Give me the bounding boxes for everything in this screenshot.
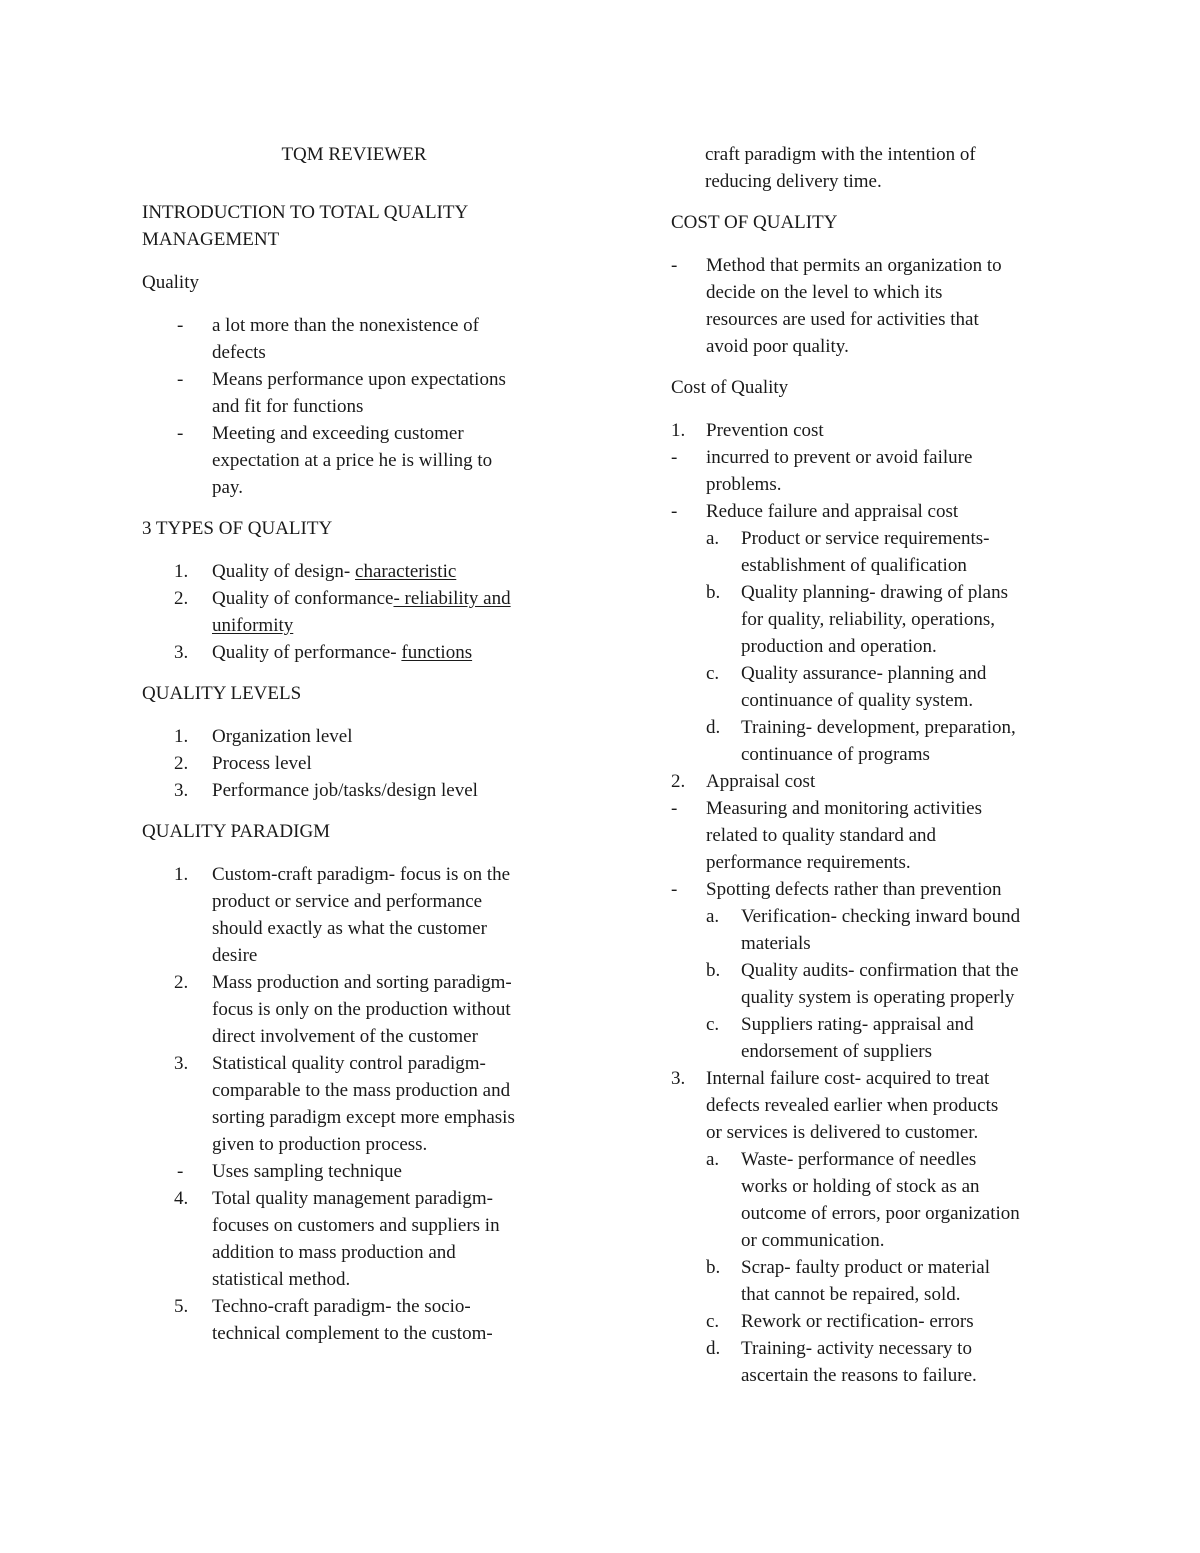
list-item: - a lot more than the nonexistence of defects (142, 312, 572, 366)
coq-label: Cost of Quality (671, 377, 789, 398)
dash-marker: - (177, 423, 184, 444)
list-item-line: Product or service requirements- (741, 528, 990, 549)
list-item: 1. Custom-craft paradigm- focus is on the product or service and performance should exactly as what the customer desire (142, 861, 572, 969)
list-number: 5. (174, 1296, 189, 1317)
list-item: 1. Quality of design- characteristic (142, 558, 572, 585)
list-item: 3. Performance job/tasks/design level (142, 777, 572, 804)
list-item (671, 579, 1071, 660)
list-item-line: Training- activity necessary to (741, 1338, 972, 1359)
list-item (671, 498, 1071, 525)
list-number: a. (706, 1149, 720, 1170)
list-item-line: for quality, reliability, operations, (741, 609, 995, 630)
list-item-line: Verification- checking inward bound (741, 906, 1021, 927)
list-item-line: Prevention cost (706, 420, 824, 441)
list-item (671, 795, 1071, 876)
coq-heading: COST OF QUALITY (671, 212, 838, 233)
dash-marker: - (671, 798, 678, 819)
list-item: 5. Techno-craft paradigm- the socio- technical complement to the custom- (142, 1293, 572, 1347)
coq-definition (671, 252, 1071, 360)
list-number: b. (706, 960, 721, 981)
list-item-line: Reduce failure and appraisal cost (706, 501, 959, 522)
dash-marker: - (177, 315, 184, 336)
list-item-line: production and operation. (741, 636, 937, 657)
levels-list (142, 723, 572, 804)
paradigm-continuation: craft paradigm with the intention of reducing delivery time. (705, 144, 976, 192)
dash-marker: - (671, 501, 678, 522)
list-item-line: Waste- performance of needles (741, 1149, 977, 1170)
list-item: 1. Organization level (142, 723, 572, 750)
paradigm-list (142, 861, 572, 1347)
list-item-line: Scrap- faulty product or material (741, 1257, 991, 1278)
list-item-line: materials (741, 933, 811, 954)
list-item (671, 957, 1071, 1011)
list-item-line: related to quality standard and (706, 825, 937, 846)
list-number: 3. (174, 1053, 189, 1074)
list-number: d. (706, 717, 721, 738)
quality-definition-list (142, 312, 572, 501)
list-item-line: Rework or rectification- errors (741, 1311, 974, 1332)
intro-heading-line-1: INTRODUCTION TO TOTAL QUALITY (142, 202, 469, 223)
list-item (671, 768, 1071, 795)
dash-marker: - (671, 255, 678, 276)
list-item-line: Appraisal cost (706, 771, 816, 792)
levels-heading: QUALITY LEVELS (142, 683, 302, 704)
list-number: 1. (174, 864, 189, 885)
list-number: 1. (174, 561, 189, 582)
list-item (671, 1065, 1071, 1146)
list-item (671, 417, 1071, 444)
list-item (671, 444, 1071, 498)
list-item-line: establishment of qualification (741, 555, 967, 576)
list-number: 3. (671, 1068, 686, 1089)
list-number: 4. (174, 1188, 189, 1209)
list-item-line: Internal failure cost- acquired to treat (706, 1068, 990, 1089)
list-item-line: outcome of errors, poor organization (741, 1203, 1020, 1224)
list-number: d. (706, 1338, 721, 1359)
list-item-line: ascertain the reasons to failure. (741, 1365, 977, 1386)
intro-heading-line-2: MANAGEMENT (142, 229, 280, 250)
list-item: 2. Process level (142, 750, 572, 777)
list-number: 2. (671, 771, 686, 792)
quality-label: Quality (142, 272, 199, 293)
intro-heading (142, 199, 572, 253)
list-item (671, 660, 1071, 714)
list-number: 2. (174, 972, 189, 993)
list-item-line: continuance of programs (741, 744, 930, 765)
list-item-line: or communication. (741, 1230, 885, 1251)
list-item-line: that cannot be repaired, sold. (741, 1284, 961, 1305)
list-item-line: or services is delivered to customer. (706, 1122, 979, 1143)
list-item-line: quality system is operating properly (741, 987, 1015, 1008)
list-item-line: Spotting defects rather than prevention (706, 879, 1002, 900)
coq-list (671, 417, 1071, 1389)
dash-marker: - (177, 369, 184, 390)
list-item-line: Measuring and monitoring activities (706, 798, 982, 819)
list-item (671, 1335, 1071, 1389)
list-item: 2. Quality of conformance- reliability and uniformity (142, 585, 572, 639)
list-item: 3. Quality of performance- functions (142, 639, 572, 666)
list-item-line: performance requirements. (706, 852, 911, 873)
list-item-line: continuance of quality system. (741, 690, 974, 711)
list-item (671, 903, 1071, 957)
list-item-line: Training- development, preparation, (741, 717, 1016, 738)
list-number: 2. (174, 753, 189, 774)
list-item: - Meeting and exceeding customer expectation at a price he is willing to pay. (142, 420, 572, 501)
list-item-line: Suppliers rating- appraisal and (741, 1014, 974, 1035)
document-title: TQM REVIEWER (281, 144, 427, 165)
list-number: 1. (671, 420, 686, 441)
list-item (671, 1308, 1071, 1335)
list-number: c. (706, 663, 720, 684)
list-item: 4. Total quality management paradigm- focuses on customers and suppliers in addition to mass production and statistical method. (142, 1185, 572, 1293)
list-item-line: Quality audits- confirmation that the (741, 960, 1019, 981)
list-item (671, 1146, 1071, 1254)
list-item-line: endorsement of suppliers (741, 1041, 933, 1062)
list-item-line: works or holding of stock as an (741, 1176, 980, 1197)
list-item: 3. Statistical quality control paradigm- comparable to the mass production and sorting paradigm except more emphasis given to production process. (142, 1050, 572, 1158)
list-number: b. (706, 582, 721, 603)
list-number: 1. (174, 726, 189, 747)
list-item (671, 1254, 1071, 1308)
list-item-line: problems. (706, 474, 782, 495)
list-item (671, 876, 1071, 903)
dash-marker: - (671, 879, 678, 900)
list-number: 2. (174, 588, 189, 609)
list-item (671, 1011, 1071, 1065)
list-number: 3. (174, 780, 189, 801)
list-number: c. (706, 1311, 720, 1332)
list-number: b. (706, 1257, 721, 1278)
types-heading: 3 TYPES OF QUALITY (142, 518, 333, 539)
types-list (142, 558, 572, 666)
list-item (671, 714, 1071, 768)
list-item (671, 525, 1071, 579)
list-item-line: Quality planning- drawing of plans (741, 582, 1009, 603)
list-item-line: defects revealed earlier when products (706, 1095, 999, 1116)
list-item: 2. Mass production and sorting paradigm- focus is only on the production without direct involvement of the customer (142, 969, 572, 1050)
list-number: 3. (174, 642, 189, 663)
paradigm-heading: QUALITY PARADIGM (142, 821, 331, 842)
list-number: c. (706, 1014, 720, 1035)
dash-marker: - (671, 447, 678, 468)
list-item: - Means performance upon expectations and fit for functions (142, 366, 572, 420)
right-column (671, 141, 1071, 1389)
list-number: a. (706, 528, 720, 549)
list-item-line: incurred to prevent or avoid failure (706, 447, 973, 468)
list-item: - Method that permits an organization to decide on the level to which its resources are used for activities that avoid poor quality. (671, 252, 1071, 360)
list-number: a. (706, 906, 720, 927)
left-column (142, 141, 572, 1347)
list-item-line: Quality assurance- planning and (741, 663, 987, 684)
list-item: - Uses sampling technique (142, 1158, 572, 1185)
dash-marker: - (177, 1161, 184, 1182)
